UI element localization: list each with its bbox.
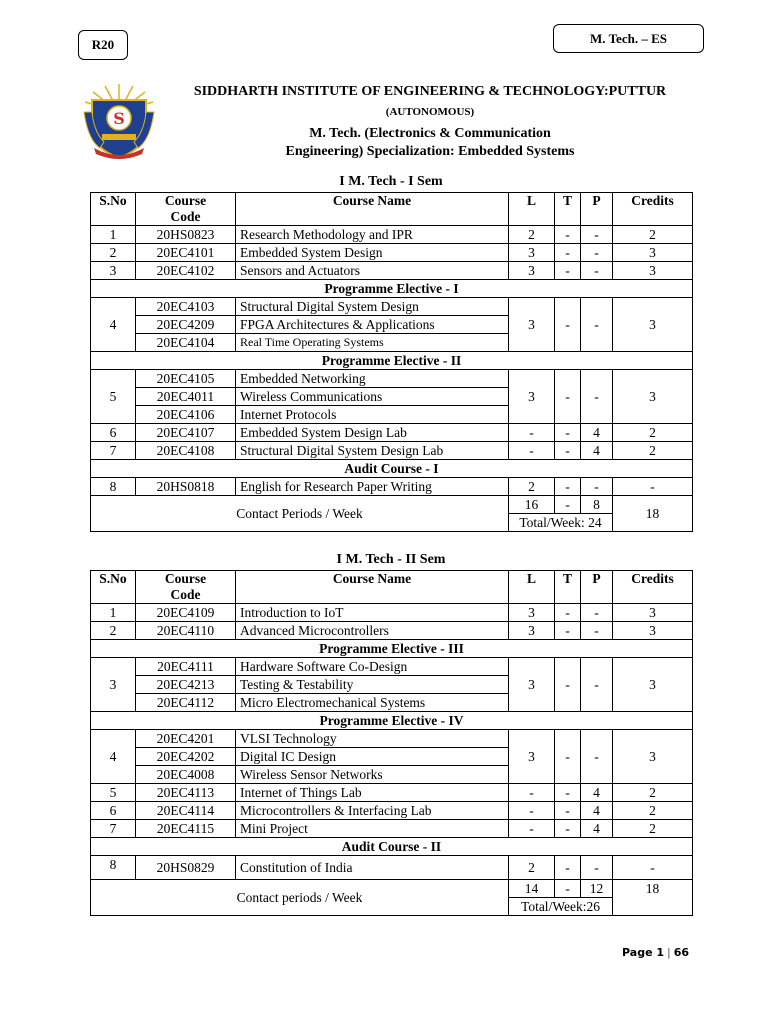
table-row: 6 20EC4107 Embedded System Design Lab - - 4 2 <box>91 424 693 442</box>
table-header-row <box>91 571 693 604</box>
header-p: P <box>581 571 613 604</box>
header-p: P <box>581 193 613 226</box>
header-course-name: Course Name <box>236 193 509 226</box>
contact-total-row: Total/Week: 24 <box>91 514 693 532</box>
regulation-badge: R20 <box>78 30 128 60</box>
table-row: 8 20HS0829 Constitution of India 2 - - - <box>91 856 693 880</box>
header-sno: S.No <box>91 571 136 604</box>
program-title-line1: M. Tech. (Electronics & Communication <box>309 126 551 141</box>
table-row: 2 20EC4101 Embedded System Design 3 - - 3 <box>91 244 693 262</box>
contact-total-row: Total/Week:26 <box>91 898 693 916</box>
header-course-code: Course Code <box>136 571 236 604</box>
header-sno: S.No <box>91 193 136 226</box>
header-course-code: Course Code <box>136 193 236 226</box>
table-row: 20EC4213 Testing & Testability <box>91 676 693 694</box>
section-row-pe1: Programme Elective - I <box>91 280 693 298</box>
section-row-pe2: Programme Elective - II <box>91 352 693 370</box>
sem1-title: I M. Tech - I Sem <box>339 174 443 189</box>
institute-name: SIDDHARTH INSTITUTE OF ENGINEERING & TECHNOLOGY:PUTTUR <box>193 84 667 99</box>
table-row: 4 20EC4201 VLSI Technology 3 - - 3 <box>91 730 693 748</box>
header-t: T <box>555 571 581 604</box>
table-row: 20EC4008 Wireless Sensor Networks <box>91 766 693 784</box>
institute-logo <box>80 82 158 162</box>
page-footer: Page 1 | 66 <box>622 946 690 959</box>
program-badge: M. Tech. – ES <box>553 24 704 53</box>
table-row: 20EC4112 Micro Electromechanical Systems <box>91 694 693 712</box>
table-row: 5 20EC4105 Embedded Networking 3 - - 3 <box>91 370 693 388</box>
section-row-audit2: Audit Course - II <box>91 838 693 856</box>
table-row: 20EC4106 Internet Protocols <box>91 406 693 424</box>
table-header-row <box>91 193 693 226</box>
table-row: 1 20HS0823 Research Methodology and IPR 2 - - 2 <box>91 226 693 244</box>
table-row: 7 20EC4108 Structural Digital System Design Lab - - 4 2 <box>91 442 693 460</box>
header-credits: Credits <box>613 571 693 604</box>
table-row: 5 20EC4113 Internet of Things Lab - - 4 2 <box>91 784 693 802</box>
table-row: 6 20EC4114 Microcontrollers & Interfacing Lab - - 4 2 <box>91 802 693 820</box>
svg-text:S: S <box>113 109 125 128</box>
table-row: 7 20EC4115 Mini Project - - 4 2 <box>91 820 693 838</box>
header-l: L <box>509 571 555 604</box>
header-t: T <box>555 193 581 226</box>
table-row: 20EC4011 Wireless Communications <box>91 388 693 406</box>
table-row: 2 20EC4110 Advanced Microcontrollers 3 - - 3 <box>91 622 693 640</box>
table-row: 4 20EC4103 Structural Digital System Design 3 - - 3 <box>91 298 693 316</box>
header-course-name: Course Name <box>236 571 509 604</box>
table-row: 20EC4202 Digital IC Design <box>91 748 693 766</box>
sem2-course-table <box>90 570 693 916</box>
contact-row: Contact periods / Week 14 - 12 18 <box>91 880 693 898</box>
page-number: 1 <box>656 946 665 959</box>
section-row-pe3: Programme Elective - III <box>91 640 693 658</box>
header-l: L <box>509 193 555 226</box>
table-row: 20EC4209 FPGA Architectures & Applications <box>91 316 693 334</box>
total-pages: 66 <box>673 946 690 959</box>
table-row: 20EC4104 Real Time Operating Systems <box>91 334 693 352</box>
sem1-course-table <box>90 192 693 532</box>
section-row-audit1: Audit Course - I <box>91 460 693 478</box>
contact-row: Contact Periods / Week 16 - 8 18 <box>91 496 693 514</box>
table-row: 8 20HS0818 English for Research Paper Writing 2 - - - <box>91 478 693 496</box>
institute-status: (AUTONOMOUS) <box>385 106 475 118</box>
section-row-pe4: Programme Elective - IV <box>91 712 693 730</box>
table-row: 1 20EC4109 Introduction to IoT 3 - - 3 <box>91 604 693 622</box>
header-credits: Credits <box>613 193 693 226</box>
table-row: 3 20EC4102 Sensors and Actuators 3 - - 3 <box>91 262 693 280</box>
sem2-title: I M. Tech - II Sem <box>336 552 446 567</box>
page-word: Page <box>622 946 653 959</box>
program-title-line2: Engineering) Specialization: Embedded Systems <box>285 144 575 159</box>
table-row: 3 20EC4111 Hardware Software Co-Design 3 - - 3 <box>91 658 693 676</box>
